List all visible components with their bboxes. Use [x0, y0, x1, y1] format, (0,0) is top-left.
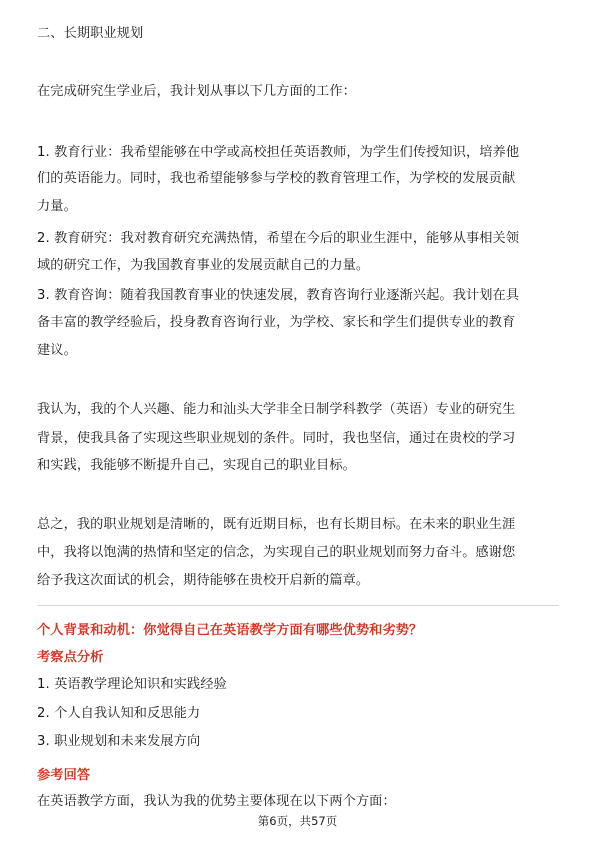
list-item-line: 2. 教育研究：我对教育研究充满热情，希望在今后的职业生涯中，能够从事相关领 — [37, 231, 520, 246]
paragraph-line: 和实践，我能够不断提升自己，实现自己的职业目标。 — [37, 458, 356, 473]
list-item-line: 域的研究工作，为我国教育事业的发展贡献自己的力量。 — [37, 258, 370, 273]
answer-heading: 参考回答 — [37, 768, 91, 783]
list-item-line: 备丰富的教学经验后，投身教育咨询行业，为学校、家长和学生们提供专业的教育 — [37, 315, 516, 330]
section-heading: 二、长期职业规划 — [37, 26, 144, 41]
analysis-item: 2. 个人自我认知和反思能力 — [37, 706, 201, 721]
answer-text: 在英语教学方面，我认为我的优势主要体现在以下两个方面： — [37, 794, 396, 809]
list-item-line: 1. 教育行业：我希望能够在中学或高校担任英语教师，为学生们传授知识，培养他 — [37, 145, 520, 160]
paragraph-line: 总之，我的职业规划是清晰的，既有近期目标，也有长期目标。在未来的职业生涯 — [37, 517, 516, 532]
list-item-line: 力量。 — [37, 199, 77, 214]
list-item-line: 们的英语能力。同时，我也希望能够参与学校的教育管理工作，为学校的发展贡献 — [37, 171, 516, 186]
section-divider — [37, 605, 559, 606]
analysis-heading: 考察点分析 — [37, 650, 104, 665]
page-number: 第6页，共57页 — [257, 814, 338, 828]
list-item-line: 3. 教育咨询：随着我国教育事业的快速发展，教育咨询行业逐渐兴起。我计划在具 — [37, 288, 520, 303]
question-title: 个人背景和动机：你觉得自己在英语教学方面有哪些优势和劣势？ — [37, 623, 423, 638]
analysis-item: 3. 职业规划和未来发展方向 — [37, 734, 201, 749]
paragraph-line: 中，我将以饱满的热情和坚定的信念，为实现自己的职业规划而努力奋斗。感谢您 — [37, 545, 516, 560]
paragraph-line: 给予我这次面试的机会，期待能够在贵校开启新的篇章。 — [37, 573, 370, 588]
analysis-item: 1. 英语教学理论知识和实践经验 — [37, 677, 227, 692]
paragraph-line: 背景，使我具备了实现这些职业规划的条件。同时，我也坚信，通过在贵校的学习 — [37, 431, 516, 446]
paragraph-line: 我认为，我的个人兴趣、能力和汕头大学非全日制学科教学（英语）专业的研究生 — [37, 402, 516, 417]
list-item-line: 建议。 — [37, 343, 77, 358]
section-intro: 在完成研究生学业后，我计划从事以下几方面的工作： — [37, 84, 356, 99]
